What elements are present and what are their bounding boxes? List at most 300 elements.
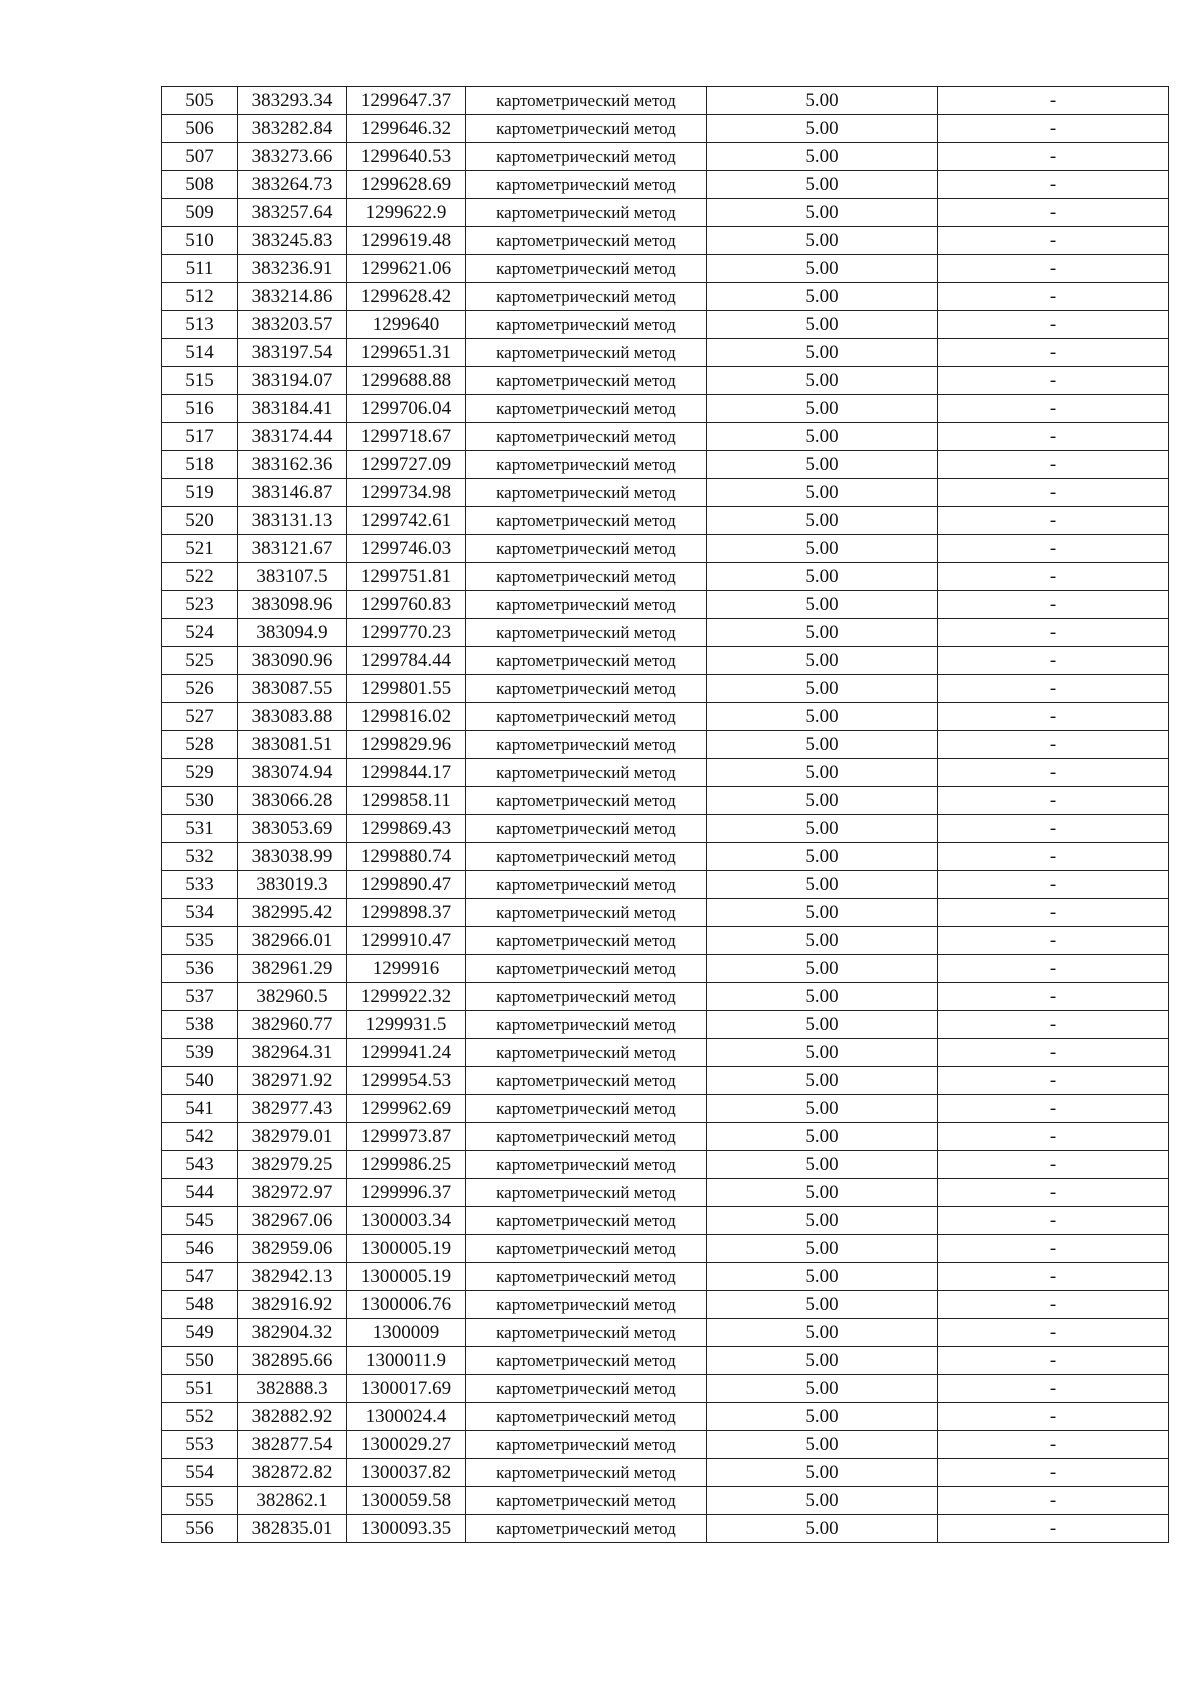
table-row [162, 339, 1169, 367]
method-cell: картометрический метод [466, 255, 707, 283]
point-number-cell: 529 [162, 759, 238, 787]
point-number-cell: 509 [162, 199, 238, 227]
y-coordinate-cell: 1299784.44 [347, 647, 466, 675]
y-coordinate-cell: 1299718.67 [347, 423, 466, 451]
method-cell: картометрический метод [466, 871, 707, 899]
point-number-cell: 553 [162, 1431, 238, 1459]
accuracy-cell: 5.00 [707, 115, 938, 143]
x-coordinate-cell: 383245.83 [238, 227, 347, 255]
y-coordinate-cell: 1300006.76 [347, 1291, 466, 1319]
description-cell: - [938, 507, 1169, 535]
point-number-cell: 526 [162, 675, 238, 703]
point-number-cell: 514 [162, 339, 238, 367]
table-row [162, 423, 1169, 451]
point-number-cell: 548 [162, 1291, 238, 1319]
table-row [162, 1375, 1169, 1403]
x-coordinate-cell: 382966.01 [238, 927, 347, 955]
y-coordinate-cell: 1300093.35 [347, 1515, 466, 1543]
point-number-cell: 523 [162, 591, 238, 619]
accuracy-cell: 5.00 [707, 899, 938, 927]
method-cell: картометрический метод [466, 1039, 707, 1067]
method-cell: картометрический метод [466, 619, 707, 647]
description-cell: - [938, 339, 1169, 367]
table-row [162, 283, 1169, 311]
point-number-cell: 525 [162, 647, 238, 675]
y-coordinate-cell: 1300037.82 [347, 1459, 466, 1487]
y-coordinate-cell: 1299910.47 [347, 927, 466, 955]
table-row [162, 171, 1169, 199]
point-number-cell: 508 [162, 171, 238, 199]
point-number-cell: 535 [162, 927, 238, 955]
method-cell: картометрический метод [466, 395, 707, 423]
point-number-cell: 546 [162, 1235, 238, 1263]
point-number-cell: 556 [162, 1515, 238, 1543]
point-number-cell: 520 [162, 507, 238, 535]
description-cell: - [938, 1459, 1169, 1487]
x-coordinate-cell: 382967.06 [238, 1207, 347, 1235]
method-cell: картометрический метод [466, 283, 707, 311]
method-cell: картометрический метод [466, 1459, 707, 1487]
accuracy-cell: 5.00 [707, 283, 938, 311]
accuracy-cell: 5.00 [707, 1291, 938, 1319]
x-coordinate-cell: 383090.96 [238, 647, 347, 675]
accuracy-cell: 5.00 [707, 1319, 938, 1347]
y-coordinate-cell: 1299829.96 [347, 731, 466, 759]
x-coordinate-cell: 383038.99 [238, 843, 347, 871]
table-row [162, 787, 1169, 815]
method-cell: картометрический метод [466, 787, 707, 815]
table-row [162, 899, 1169, 927]
accuracy-cell: 5.00 [707, 563, 938, 591]
x-coordinate-cell: 383066.28 [238, 787, 347, 815]
accuracy-cell: 5.00 [707, 87, 938, 115]
method-cell: картометрический метод [466, 983, 707, 1011]
accuracy-cell: 5.00 [707, 787, 938, 815]
y-coordinate-cell: 1299801.55 [347, 675, 466, 703]
accuracy-cell: 5.00 [707, 395, 938, 423]
x-coordinate-cell: 383194.07 [238, 367, 347, 395]
method-cell: картометрический метод [466, 227, 707, 255]
description-cell: - [938, 1235, 1169, 1263]
accuracy-cell: 5.00 [707, 731, 938, 759]
method-cell: картометрический метод [466, 1319, 707, 1347]
point-number-cell: 519 [162, 479, 238, 507]
accuracy-cell: 5.00 [707, 535, 938, 563]
table-row [162, 255, 1169, 283]
accuracy-cell: 5.00 [707, 507, 938, 535]
table-row [162, 535, 1169, 563]
description-cell: - [938, 899, 1169, 927]
method-cell: картометрический метод [466, 143, 707, 171]
method-cell: картометрический метод [466, 843, 707, 871]
x-coordinate-cell: 383214.86 [238, 283, 347, 311]
x-coordinate-cell: 382904.32 [238, 1319, 347, 1347]
description-cell: - [938, 1151, 1169, 1179]
x-coordinate-cell: 382882.92 [238, 1403, 347, 1431]
method-cell: картометрический метод [466, 1235, 707, 1263]
point-number-cell: 534 [162, 899, 238, 927]
y-coordinate-cell: 1299844.17 [347, 759, 466, 787]
y-coordinate-cell: 1299651.31 [347, 339, 466, 367]
description-cell: - [938, 591, 1169, 619]
x-coordinate-cell: 383121.67 [238, 535, 347, 563]
y-coordinate-cell: 1299742.61 [347, 507, 466, 535]
x-coordinate-cell: 382979.01 [238, 1123, 347, 1151]
accuracy-cell: 5.00 [707, 1039, 938, 1067]
point-number-cell: 531 [162, 815, 238, 843]
method-cell: картометрический метод [466, 1151, 707, 1179]
x-coordinate-cell: 382977.43 [238, 1095, 347, 1123]
y-coordinate-cell: 1300029.27 [347, 1431, 466, 1459]
point-number-cell: 510 [162, 227, 238, 255]
table-row [162, 87, 1169, 115]
table-row [162, 955, 1169, 983]
y-coordinate-cell: 1299858.11 [347, 787, 466, 815]
x-coordinate-cell: 382964.31 [238, 1039, 347, 1067]
y-coordinate-cell: 1299640.53 [347, 143, 466, 171]
method-cell: картометрический метод [466, 171, 707, 199]
x-coordinate-cell: 383081.51 [238, 731, 347, 759]
method-cell: картометрический метод [466, 1375, 707, 1403]
accuracy-cell: 5.00 [707, 619, 938, 647]
accuracy-cell: 5.00 [707, 1151, 938, 1179]
accuracy-cell: 5.00 [707, 1515, 938, 1543]
description-cell: - [938, 619, 1169, 647]
table-row [162, 1403, 1169, 1431]
x-coordinate-cell: 383094.9 [238, 619, 347, 647]
accuracy-cell: 5.00 [707, 227, 938, 255]
table-row [162, 1319, 1169, 1347]
description-cell: - [938, 227, 1169, 255]
description-cell: - [938, 731, 1169, 759]
description-cell: - [938, 143, 1169, 171]
x-coordinate-cell: 383273.66 [238, 143, 347, 171]
table-row [162, 1431, 1169, 1459]
point-number-cell: 521 [162, 535, 238, 563]
point-number-cell: 547 [162, 1263, 238, 1291]
table-row [162, 1459, 1169, 1487]
description-cell: - [938, 1095, 1169, 1123]
x-coordinate-cell: 382888.3 [238, 1375, 347, 1403]
point-number-cell: 549 [162, 1319, 238, 1347]
method-cell: картометрический метод [466, 675, 707, 703]
method-cell: картометрический метод [466, 703, 707, 731]
description-cell: - [938, 1263, 1169, 1291]
point-number-cell: 545 [162, 1207, 238, 1235]
accuracy-cell: 5.00 [707, 927, 938, 955]
method-cell: картометрический метод [466, 1067, 707, 1095]
accuracy-cell: 5.00 [707, 423, 938, 451]
table-row [162, 479, 1169, 507]
point-number-cell: 527 [162, 703, 238, 731]
y-coordinate-cell: 1299647.37 [347, 87, 466, 115]
description-cell: - [938, 1515, 1169, 1543]
x-coordinate-cell: 382960.77 [238, 1011, 347, 1039]
accuracy-cell: 5.00 [707, 1011, 938, 1039]
x-coordinate-cell: 383282.84 [238, 115, 347, 143]
x-coordinate-cell: 383074.94 [238, 759, 347, 787]
point-number-cell: 541 [162, 1095, 238, 1123]
method-cell: картометрический метод [466, 563, 707, 591]
x-coordinate-cell: 382872.82 [238, 1459, 347, 1487]
method-cell: картометрический метод [466, 311, 707, 339]
point-number-cell: 543 [162, 1151, 238, 1179]
y-coordinate-cell: 1299628.69 [347, 171, 466, 199]
accuracy-cell: 5.00 [707, 1347, 938, 1375]
table-row [162, 311, 1169, 339]
accuracy-cell: 5.00 [707, 479, 938, 507]
accuracy-cell: 5.00 [707, 451, 938, 479]
method-cell: картометрический метод [466, 591, 707, 619]
accuracy-cell: 5.00 [707, 1095, 938, 1123]
y-coordinate-cell: 1299954.53 [347, 1067, 466, 1095]
table-row [162, 1067, 1169, 1095]
method-cell: картометрический метод [466, 955, 707, 983]
table-row [162, 1347, 1169, 1375]
accuracy-cell: 5.00 [707, 1179, 938, 1207]
x-coordinate-cell: 382972.97 [238, 1179, 347, 1207]
description-cell: - [938, 451, 1169, 479]
method-cell: картометрический метод [466, 339, 707, 367]
accuracy-cell: 5.00 [707, 703, 938, 731]
method-cell: картометрический метод [466, 1347, 707, 1375]
description-cell: - [938, 843, 1169, 871]
method-cell: картометрический метод [466, 1431, 707, 1459]
table-row [162, 647, 1169, 675]
table-row [162, 1263, 1169, 1291]
point-number-cell: 515 [162, 367, 238, 395]
y-coordinate-cell: 1299688.88 [347, 367, 466, 395]
x-coordinate-cell: 382959.06 [238, 1235, 347, 1263]
accuracy-cell: 5.00 [707, 1375, 938, 1403]
accuracy-cell: 5.00 [707, 1207, 938, 1235]
description-cell: - [938, 535, 1169, 563]
y-coordinate-cell: 1299890.47 [347, 871, 466, 899]
y-coordinate-cell: 1299628.42 [347, 283, 466, 311]
point-number-cell: 528 [162, 731, 238, 759]
x-coordinate-cell: 383083.88 [238, 703, 347, 731]
method-cell: картометрический метод [466, 1263, 707, 1291]
table-row [162, 1151, 1169, 1179]
table-row [162, 1207, 1169, 1235]
point-number-cell: 513 [162, 311, 238, 339]
point-number-cell: 551 [162, 1375, 238, 1403]
point-number-cell: 555 [162, 1487, 238, 1515]
description-cell: - [938, 479, 1169, 507]
description-cell: - [938, 367, 1169, 395]
method-cell: картометрический метод [466, 1095, 707, 1123]
description-cell: - [938, 1179, 1169, 1207]
point-number-cell: 517 [162, 423, 238, 451]
y-coordinate-cell: 1299746.03 [347, 535, 466, 563]
description-cell: - [938, 927, 1169, 955]
y-coordinate-cell: 1300009 [347, 1319, 466, 1347]
y-coordinate-cell: 1299706.04 [347, 395, 466, 423]
x-coordinate-cell: 383098.96 [238, 591, 347, 619]
x-coordinate-cell: 382895.66 [238, 1347, 347, 1375]
point-number-cell: 533 [162, 871, 238, 899]
x-coordinate-cell: 383236.91 [238, 255, 347, 283]
x-coordinate-cell: 383257.64 [238, 199, 347, 227]
description-cell: - [938, 647, 1169, 675]
x-coordinate-cell: 382916.92 [238, 1291, 347, 1319]
description-cell: - [938, 171, 1169, 199]
method-cell: картометрический метод [466, 115, 707, 143]
accuracy-cell: 5.00 [707, 591, 938, 619]
accuracy-cell: 5.00 [707, 311, 938, 339]
table-row [162, 227, 1169, 255]
accuracy-cell: 5.00 [707, 1123, 938, 1151]
x-coordinate-cell: 383293.34 [238, 87, 347, 115]
table-row [162, 983, 1169, 1011]
table-row [162, 1039, 1169, 1067]
y-coordinate-cell: 1300005.19 [347, 1263, 466, 1291]
method-cell: картометрический метод [466, 367, 707, 395]
table-row [162, 1487, 1169, 1515]
description-cell: - [938, 283, 1169, 311]
accuracy-cell: 5.00 [707, 143, 938, 171]
table-row [162, 1095, 1169, 1123]
accuracy-cell: 5.00 [707, 171, 938, 199]
accuracy-cell: 5.00 [707, 759, 938, 787]
accuracy-cell: 5.00 [707, 843, 938, 871]
method-cell: картометрический метод [466, 479, 707, 507]
y-coordinate-cell: 1300005.19 [347, 1235, 466, 1263]
description-cell: - [938, 1403, 1169, 1431]
y-coordinate-cell: 1299621.06 [347, 255, 466, 283]
y-coordinate-cell: 1300003.34 [347, 1207, 466, 1235]
y-coordinate-cell: 1299816.02 [347, 703, 466, 731]
point-number-cell: 550 [162, 1347, 238, 1375]
x-coordinate-cell: 383174.44 [238, 423, 347, 451]
description-cell: - [938, 675, 1169, 703]
x-coordinate-cell: 382862.1 [238, 1487, 347, 1515]
description-cell: - [938, 1011, 1169, 1039]
table-row [162, 591, 1169, 619]
y-coordinate-cell: 1300011.9 [347, 1347, 466, 1375]
method-cell: картометрический метод [466, 1123, 707, 1151]
description-cell: - [938, 955, 1169, 983]
table-row [162, 507, 1169, 535]
accuracy-cell: 5.00 [707, 367, 938, 395]
point-number-cell: 554 [162, 1459, 238, 1487]
table-row [162, 563, 1169, 591]
description-cell: - [938, 1347, 1169, 1375]
point-number-cell: 540 [162, 1067, 238, 1095]
y-coordinate-cell: 1300024.4 [347, 1403, 466, 1431]
method-cell: картометрический метод [466, 759, 707, 787]
coordinates-table-body [162, 87, 1169, 1543]
y-coordinate-cell: 1299973.87 [347, 1123, 466, 1151]
point-number-cell: 542 [162, 1123, 238, 1151]
description-cell: - [938, 1319, 1169, 1347]
x-coordinate-cell: 382960.5 [238, 983, 347, 1011]
accuracy-cell: 5.00 [707, 1067, 938, 1095]
accuracy-cell: 5.00 [707, 983, 938, 1011]
table-row [162, 703, 1169, 731]
description-cell: - [938, 563, 1169, 591]
description-cell: - [938, 787, 1169, 815]
table-row [162, 1011, 1169, 1039]
y-coordinate-cell: 1299880.74 [347, 843, 466, 871]
description-cell: - [938, 815, 1169, 843]
description-cell: - [938, 1487, 1169, 1515]
y-coordinate-cell: 1299760.83 [347, 591, 466, 619]
point-number-cell: 522 [162, 563, 238, 591]
point-number-cell: 512 [162, 283, 238, 311]
description-cell: - [938, 759, 1169, 787]
y-coordinate-cell: 1299622.9 [347, 199, 466, 227]
description-cell: - [938, 115, 1169, 143]
method-cell: картометрический метод [466, 451, 707, 479]
y-coordinate-cell: 1299986.25 [347, 1151, 466, 1179]
y-coordinate-cell: 1299751.81 [347, 563, 466, 591]
x-coordinate-cell: 382835.01 [238, 1515, 347, 1543]
y-coordinate-cell: 1299619.48 [347, 227, 466, 255]
y-coordinate-cell: 1299646.32 [347, 115, 466, 143]
y-coordinate-cell: 1299727.09 [347, 451, 466, 479]
method-cell: картометрический метод [466, 507, 707, 535]
accuracy-cell: 5.00 [707, 339, 938, 367]
y-coordinate-cell: 1299898.37 [347, 899, 466, 927]
x-coordinate-cell: 382979.25 [238, 1151, 347, 1179]
point-number-cell: 516 [162, 395, 238, 423]
point-number-cell: 552 [162, 1403, 238, 1431]
point-number-cell: 538 [162, 1011, 238, 1039]
accuracy-cell: 5.00 [707, 1235, 938, 1263]
point-number-cell: 511 [162, 255, 238, 283]
y-coordinate-cell: 1299869.43 [347, 815, 466, 843]
point-number-cell: 537 [162, 983, 238, 1011]
y-coordinate-cell: 1299640 [347, 311, 466, 339]
method-cell: картометрический метод [466, 1403, 707, 1431]
x-coordinate-cell: 383264.73 [238, 171, 347, 199]
table-row [162, 871, 1169, 899]
description-cell: - [938, 1375, 1169, 1403]
x-coordinate-cell: 383087.55 [238, 675, 347, 703]
table-row [162, 367, 1169, 395]
accuracy-cell: 5.00 [707, 955, 938, 983]
y-coordinate-cell: 1299922.32 [347, 983, 466, 1011]
description-cell: - [938, 395, 1169, 423]
method-cell: картометрический метод [466, 1207, 707, 1235]
method-cell: картометрический метод [466, 87, 707, 115]
method-cell: картометрический метод [466, 815, 707, 843]
description-cell: - [938, 1039, 1169, 1067]
accuracy-cell: 5.00 [707, 1403, 938, 1431]
y-coordinate-cell: 1299941.24 [347, 1039, 466, 1067]
table-row [162, 395, 1169, 423]
y-coordinate-cell: 1299770.23 [347, 619, 466, 647]
method-cell: картометрический метод [466, 1515, 707, 1543]
method-cell: картометрический метод [466, 927, 707, 955]
description-cell: - [938, 703, 1169, 731]
table-row [162, 927, 1169, 955]
table-row [162, 1179, 1169, 1207]
point-number-cell: 539 [162, 1039, 238, 1067]
point-number-cell: 536 [162, 955, 238, 983]
point-number-cell: 507 [162, 143, 238, 171]
method-cell: картометрический метод [466, 647, 707, 675]
x-coordinate-cell: 382961.29 [238, 955, 347, 983]
accuracy-cell: 5.00 [707, 199, 938, 227]
description-cell: - [938, 199, 1169, 227]
accuracy-cell: 5.00 [707, 815, 938, 843]
y-coordinate-cell: 1299931.5 [347, 1011, 466, 1039]
description-cell: - [938, 423, 1169, 451]
table-row [162, 1291, 1169, 1319]
coordinates-table [161, 86, 1169, 1543]
